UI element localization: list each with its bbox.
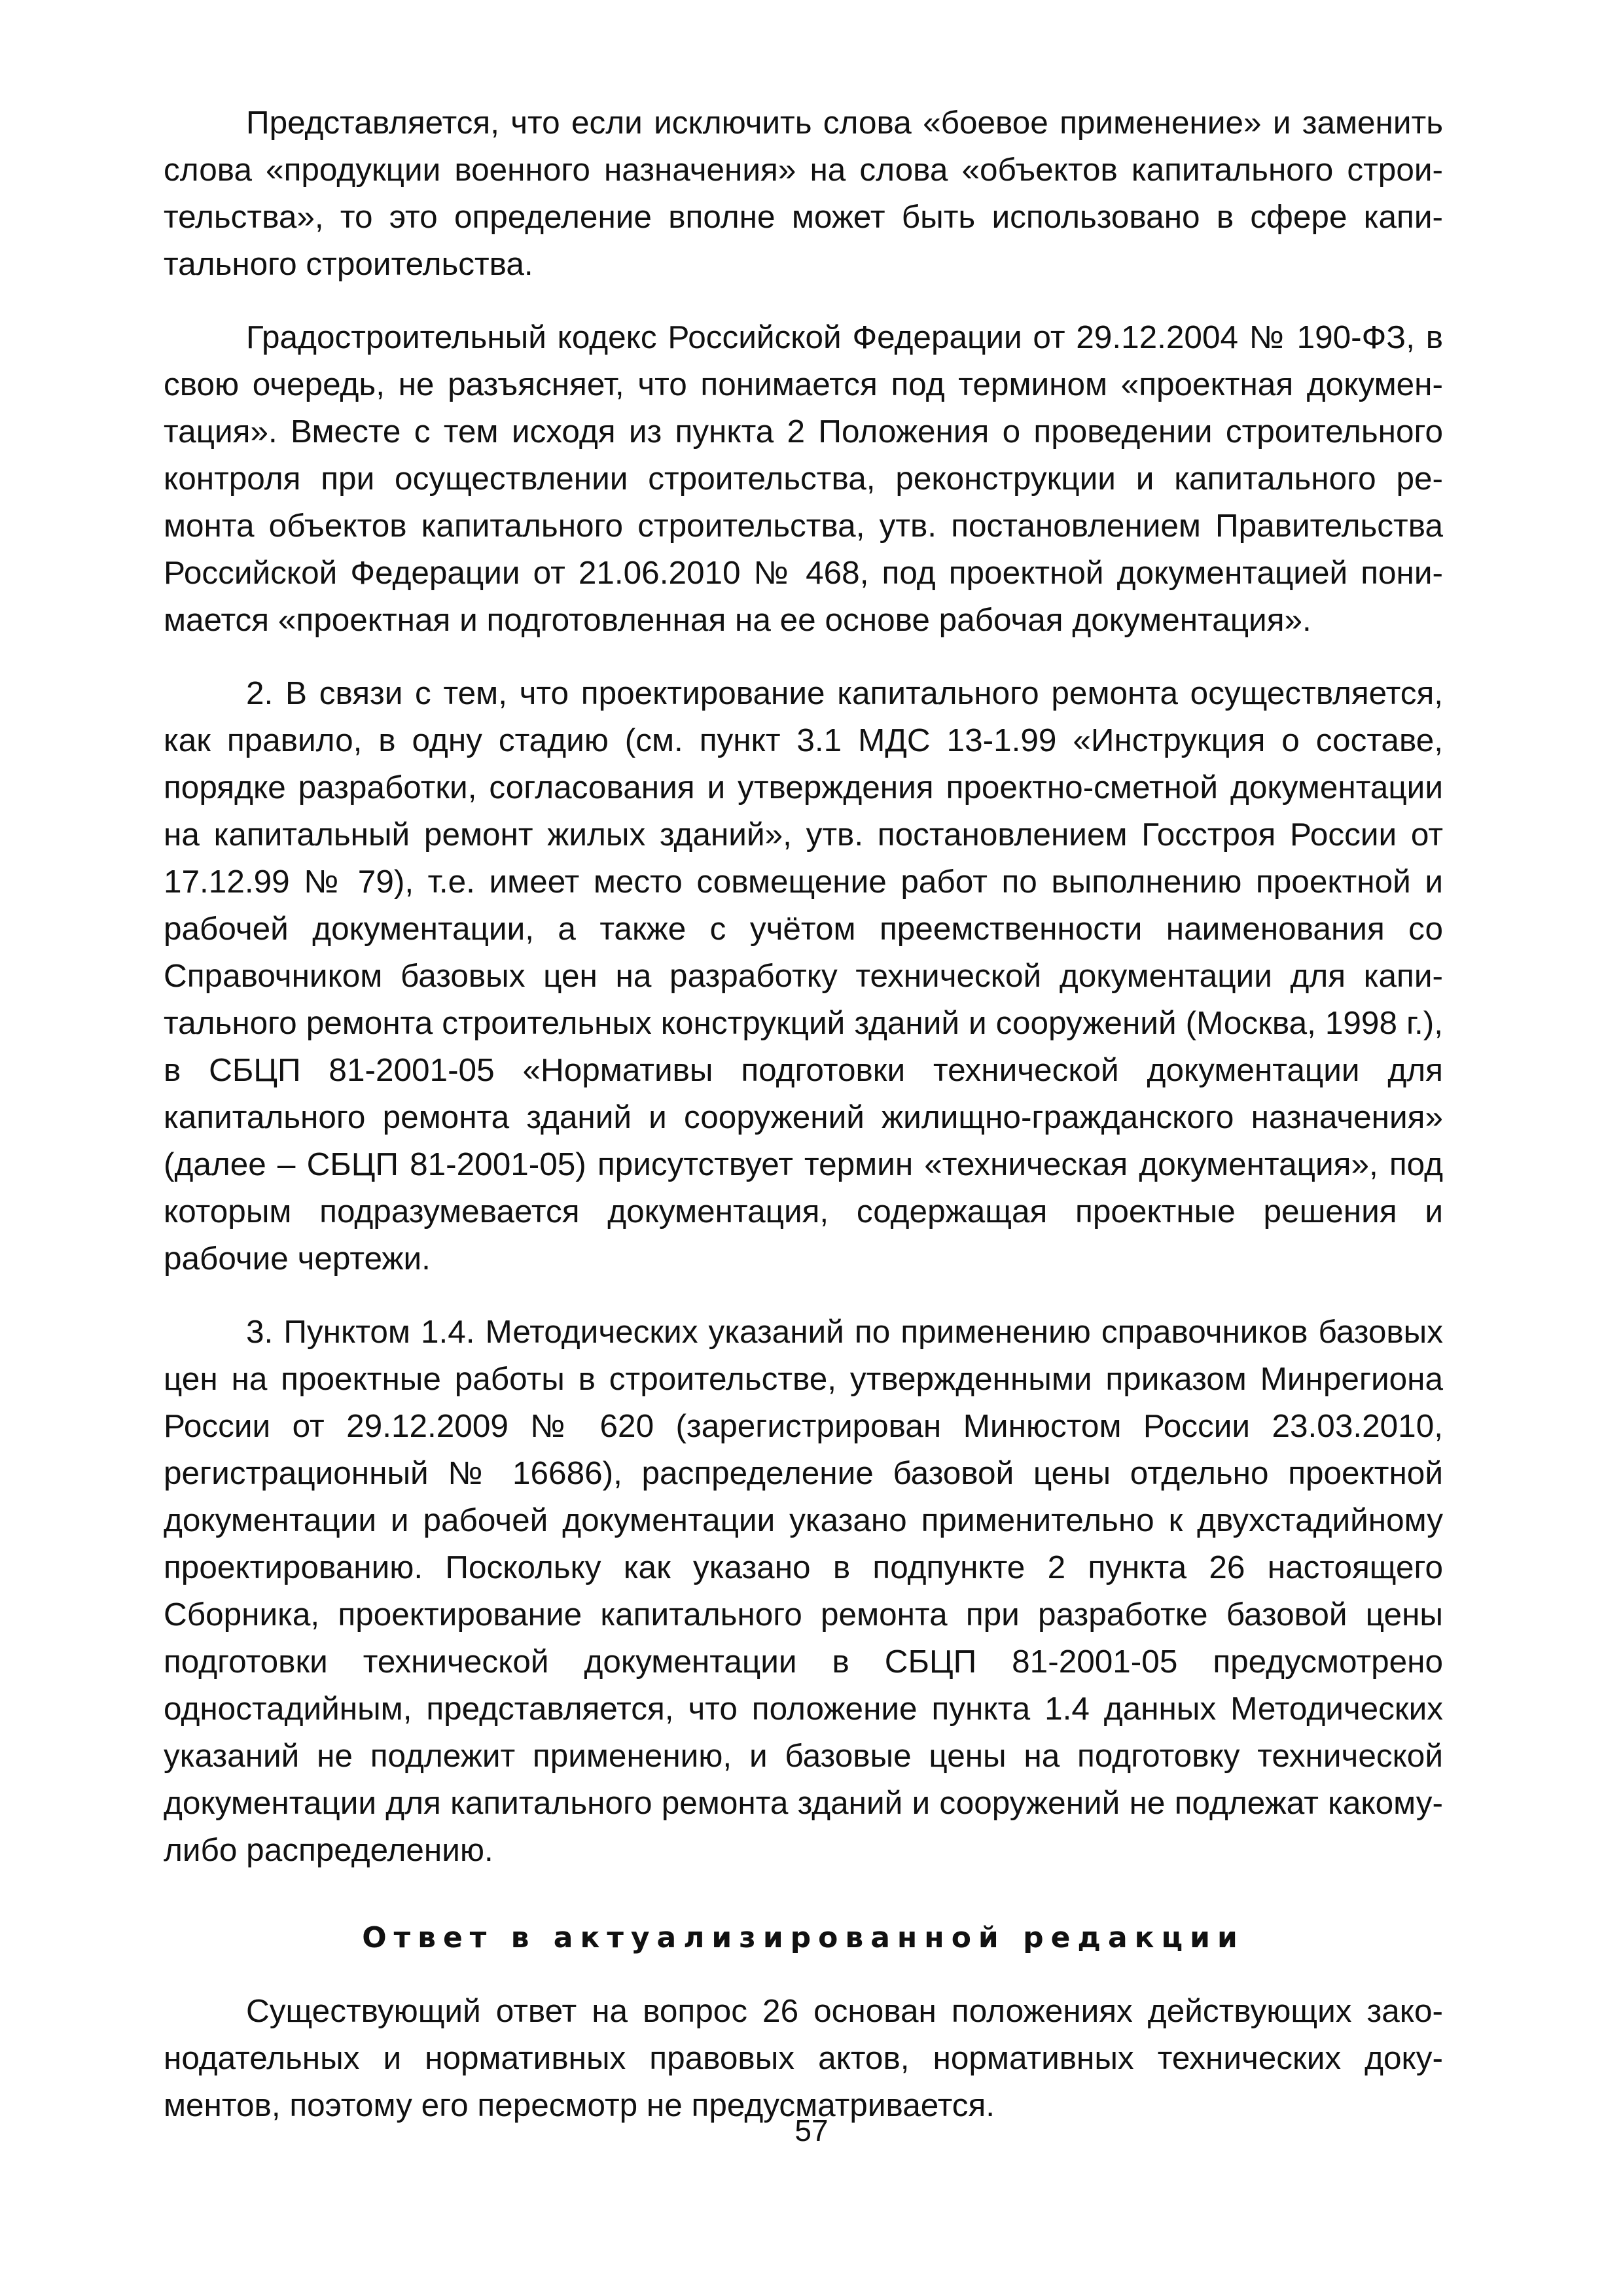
paragraph-answer: Существующий ответ на вопрос 26 основан положениях действующих законодательных и нормативных правовых актов, нормативных технических документов, поэтому его пересмотр не предусматривается. bbox=[164, 1993, 1443, 2123]
page-number: 57 bbox=[794, 2113, 829, 2147]
paragraph-urban-planning-code: Градостроительный кодекс Российской Федерации от 29.12.2004 № 190-ФЗ, в свою очередь, не разъясняет, что понимается под термином «проектная документация». Вместе с тем исходя из пункта 2 Положения о проведении строительного контроля при осуществлении строительства, реконструкции и капитального ремонта объектов капитального строительства, утв. постановлением Правительства Российской Федерации от 21.06.2010 № 468, под проектной документацией понимается «проектная и подготовленная на ее основе рабочая документация». bbox=[164, 319, 1443, 638]
section-heading: Ответ в актуализированной редакции bbox=[362, 1921, 1245, 1954]
document-body bbox=[164, 85, 1443, 2129]
paragraph-item-3: 3. Пунктом 1.4. Методических указаний по применению справочников базовых цен на проектные работы в строительстве, утвержденными приказом Минрегиона России от 29.12.2009 № 620 (зарегистрирован Минюстом России 23.03.2010, регистрационный № 16686), распределение базовой цены отдельно проектной документации и рабочей документации указано применительно к двухстадийному проектированию. Поскольку как указано в подпункте 2 пункта 26 настоящего Сборника, проектирование капитального ремонта при разработке базовой цены подготовки технической документации в СБЦП 81-2001-05 предусмотрено одностадийным, представляется, что положение пункта 1.4 данных Методических указаний не подлежит применению, и базовые цены на подготовку технической документации для капитального ремонта зданий и сооружений не подлежат какому-либо распределению. bbox=[164, 1314, 1443, 1868]
paragraph-item-2: 2. В связи с тем, что проектирование капитального ремонта осуществляется, как правило, в одну стадию (см. пункт 3.1 МДС 13-1.99 «Инструкция о составе, порядке разработки, согласования и утверждения проектно-сметной документации на капитальный ремонт жилых зданий», утв. постановлением Госстроя России от 17.12.99 № 79), т.е. имеет место совмещение работ по выполнению проектной и рабочей документации, а также с учётом преемственности наименования со Справочником базовых цен на разработку технической документации для капитального ремонта строительных конструкций зданий и сооружений (Москва, 1998 г.), в СБЦП 81-2001-05 «Нормативы подготовки технической документации для капитального ремонта зданий и сооружений жилищно-гражданского назначения» (далее – СБЦП 81-2001-05) присутствует термин «техническая документация», под которым подразумевается документация, содержащая проектные решения и рабочие чертежи. bbox=[164, 675, 1443, 1277]
paragraph-definition-note: Представляется, что если исключить слова «боевое применение» и заменить слова «продукции военного назначения» на слова «объектов капитального строительства», то это определение вполне может быть использовано в сфере капитального строительства. bbox=[164, 105, 1443, 282]
